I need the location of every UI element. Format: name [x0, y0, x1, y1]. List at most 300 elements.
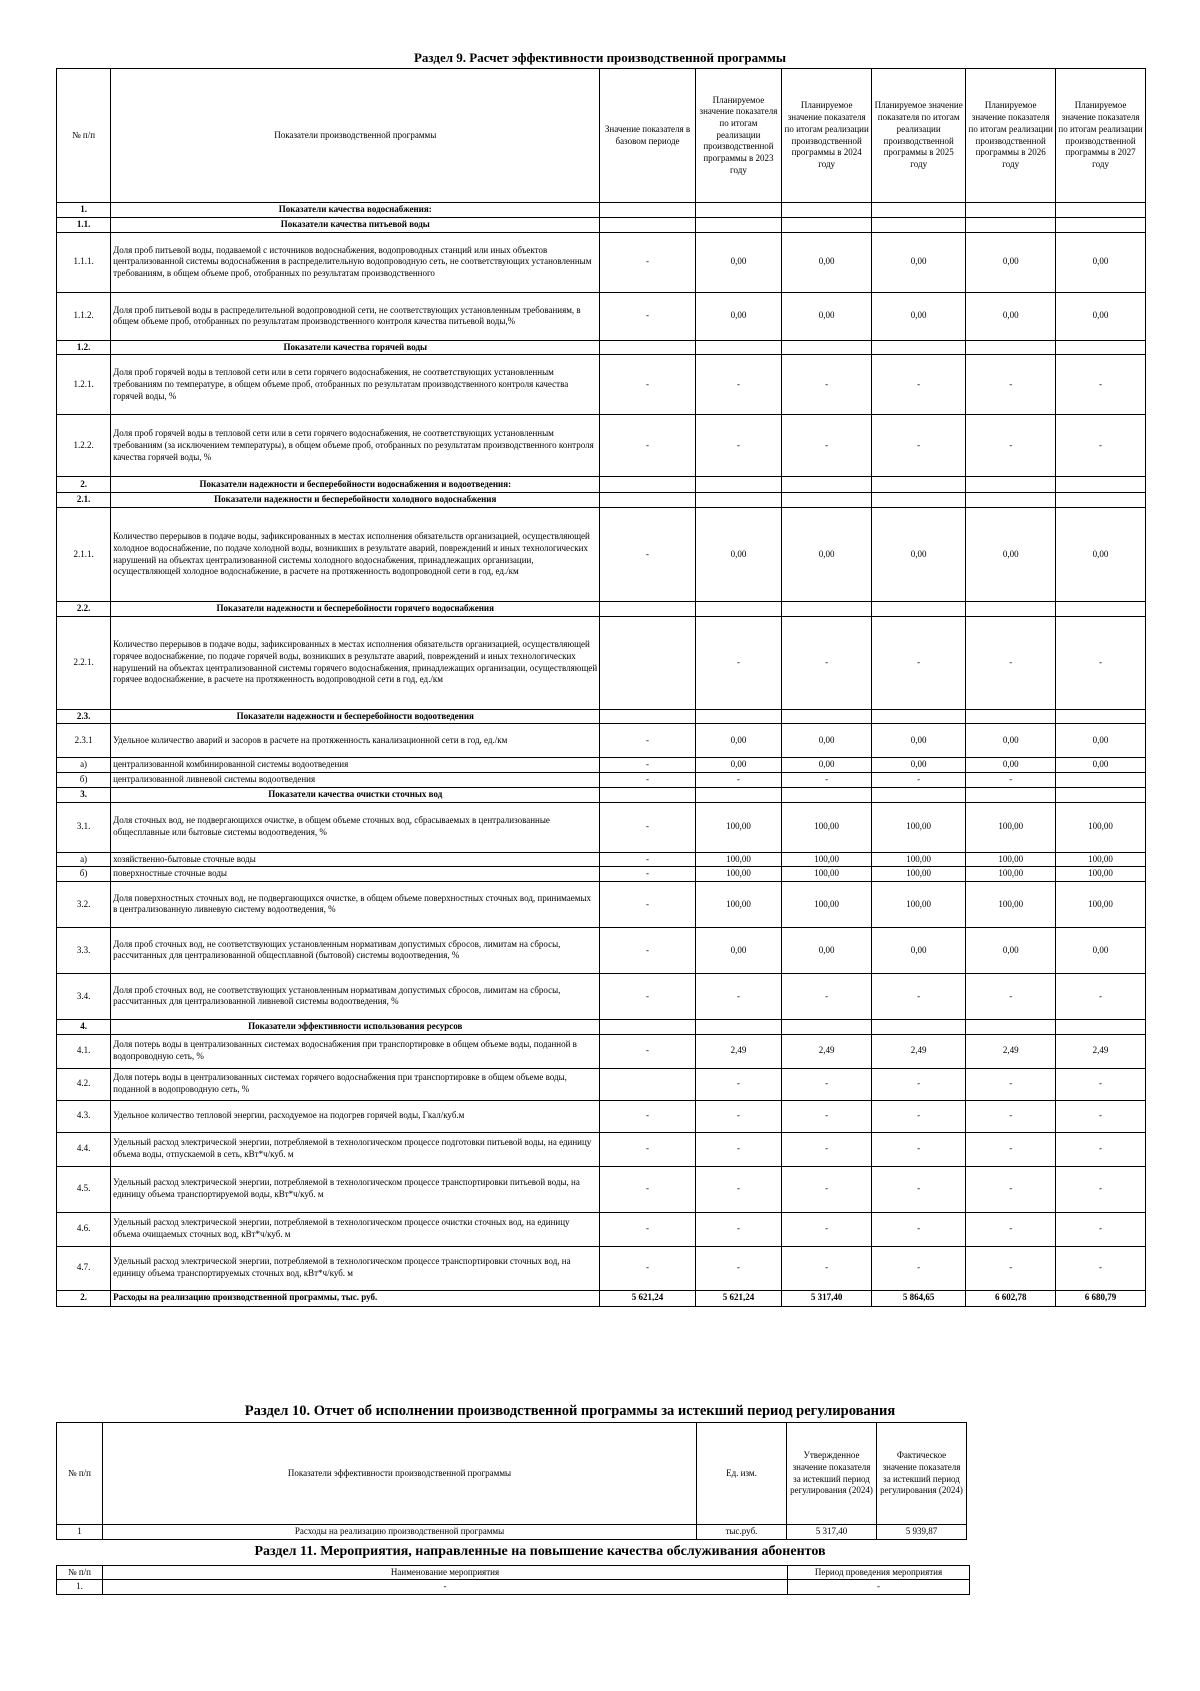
row-number: 1.1.: [57, 218, 111, 233]
row-value: [695, 493, 782, 508]
row-value: -: [600, 355, 695, 415]
row-indicator-name: Доля проб питьевой воды, подаваемой с источников водоснабжения, водопроводных станций или иных объектов централизованной системы водоснабжения в распределительную водопроводную сеть, не соответствующих установленным требованиям, в общем объеме проб, отобранных по результатам производственного: [111, 232, 600, 292]
row-value: [1056, 203, 1146, 218]
row-value: -: [600, 973, 695, 1019]
row-value: 0,00: [1056, 292, 1146, 340]
row-value: 0,00: [782, 292, 872, 340]
row-value: -: [1056, 1212, 1146, 1246]
row-value: [872, 602, 966, 617]
row-value: 100,00: [782, 802, 872, 852]
row-number: 2.2.1.: [57, 616, 111, 709]
row-value: 6 680,79: [1056, 1290, 1146, 1306]
table-row: [57, 881, 1146, 927]
s10-header-actual: Фактическое значение показателя за истекший период регулирования (2024): [877, 1423, 967, 1525]
row-value: 100,00: [872, 802, 966, 852]
row-value: -: [600, 232, 695, 292]
row-value: -: [966, 616, 1056, 709]
row-value: -: [1056, 355, 1146, 415]
row-indicator-name: Доля сточных вод, не подвергающихся очистке, в общем объеме сточных вод, сбрасываемых в централизованные общесплавные или бытовые системы водоотведения, %: [111, 802, 600, 852]
row-value: 100,00: [1056, 881, 1146, 927]
table-row: [57, 787, 1146, 802]
row-value: [872, 203, 966, 218]
row-indicator-name: централизованной ливневой системы водоотведения: [111, 773, 600, 788]
row-value: 0,00: [966, 508, 1056, 602]
row-indicator-name: Удельный расход электрической энергии, потребляемой в технологическом процессе подготовки питьевой воды, на единицу объема воды, отпускаемой в сеть, кВт*ч/куб. м: [111, 1132, 600, 1166]
row-value: 0,00: [695, 927, 782, 973]
row-number: 1.: [57, 203, 111, 218]
row-value: -: [600, 508, 695, 602]
row-value: -: [600, 881, 695, 927]
row-number: а): [57, 758, 111, 773]
row-indicator-name: Показатели надежности и бесперебойности горячего водоснабжения: [111, 602, 600, 617]
row-value: -: [782, 415, 872, 477]
row-value: -: [872, 1166, 966, 1212]
row-value: [600, 787, 695, 802]
row-value: 2,49: [1056, 1034, 1146, 1068]
row-indicator-name: поверхностные сточные воды: [111, 867, 600, 882]
row-value: -: [966, 1212, 1056, 1246]
row-value: [1056, 709, 1146, 724]
header-2023: Планируемое значение показателя по итогам реализации производственной программы в 2023 году: [695, 69, 782, 203]
row-value: [1056, 602, 1146, 617]
row-number: 3.: [57, 787, 111, 802]
s11-header-num: № п/п: [57, 1566, 103, 1580]
row-number: 4.1.: [57, 1034, 111, 1068]
row-value: 0,00: [872, 508, 966, 602]
row-value: -: [600, 1100, 695, 1132]
row-value: [782, 1019, 872, 1034]
row-value: [1056, 477, 1146, 493]
s10-header-unit: Ед. изм.: [697, 1423, 787, 1525]
row-value: 100,00: [782, 881, 872, 927]
row-value: [1056, 493, 1146, 508]
row-number: 1.2.: [57, 340, 111, 355]
row-value: 100,00: [966, 802, 1056, 852]
row-value: [600, 602, 695, 617]
row-number: 3.3.: [57, 927, 111, 973]
row-number: 4.5.: [57, 1166, 111, 1212]
row-value: 100,00: [695, 802, 782, 852]
row-value: -: [600, 1132, 695, 1166]
row-value: [695, 709, 782, 724]
row-value: [600, 493, 695, 508]
table-row: [57, 867, 1146, 882]
row-value: -: [695, 355, 782, 415]
row-value: 100,00: [695, 852, 782, 867]
row-value: -: [1056, 616, 1146, 709]
table-row: [57, 340, 1146, 355]
section11-header-row: [57, 1566, 970, 1580]
row-value: 100,00: [782, 852, 872, 867]
row-value: [872, 340, 966, 355]
s11-row-period: -: [788, 1580, 970, 1594]
section11-table: [56, 1565, 970, 1595]
row-value: [966, 493, 1056, 508]
row-value: -: [600, 292, 695, 340]
section9-header-row: [57, 69, 1146, 203]
row-number: 4.4.: [57, 1132, 111, 1166]
section9-title: Раздел 9. Расчет эффективности производственной программы: [413, 50, 787, 65]
row-value: 0,00: [695, 758, 782, 773]
row-indicator-name: Доля проб горячей воды в тепловой сети или в сети горячего водоснабжения, не соответствующих установленным требованиям по температуре, в общем объеме проб, отобранных по результатам производственного контроля качества горячей воды, %: [111, 355, 600, 415]
row-value: -: [966, 1100, 1056, 1132]
row-value: 0,00: [966, 292, 1056, 340]
row-number: 2.1.1.: [57, 508, 111, 602]
row-value: 0,00: [966, 927, 1056, 973]
row-number: 2.: [57, 1290, 111, 1306]
row-value: 0,00: [695, 292, 782, 340]
row-number: б): [57, 867, 111, 882]
table-row: [57, 1068, 1146, 1100]
table-row: [57, 802, 1146, 852]
row-number: 4.3.: [57, 1100, 111, 1132]
row-value: [1056, 340, 1146, 355]
row-value: [1056, 1019, 1146, 1034]
row-value: -: [600, 802, 695, 852]
row-value: [1056, 218, 1146, 233]
row-value: [782, 477, 872, 493]
row-value: -: [1056, 415, 1146, 477]
row-value: -: [600, 773, 695, 788]
table-row: [57, 1166, 1146, 1212]
row-value: [695, 203, 782, 218]
table-row: [57, 724, 1146, 758]
row-value: 2,49: [695, 1034, 782, 1068]
row-number: 2.: [57, 477, 111, 493]
row-indicator-name: Доля потерь воды в централизованных системах водоснабжения при транспортировке в общем объеме воды, поданной в водопроводную сеть, %: [111, 1034, 600, 1068]
row-value: [872, 709, 966, 724]
row-value: -: [966, 415, 1056, 477]
row-indicator-name: Доля проб питьевой воды в распределительной водопроводной сети, не соответствующих установленным требованиям, в общем объеме проб, отобранных по результатам производственного контроля качества питьевой воды,%: [111, 292, 600, 340]
row-value: 0,00: [1056, 758, 1146, 773]
row-value: 0,00: [1056, 927, 1146, 973]
header-2024: Планируемое значение показателя по итогам реализации производственной программы в 2024 году: [782, 69, 872, 203]
header-2026: Планируемое значение показателя по итогам реализации производственной программы в 2026 году: [966, 69, 1056, 203]
row-value: [600, 340, 695, 355]
row-number: 2.3.: [57, 709, 111, 724]
row-indicator-name: Показатели эффективности использования ресурсов: [111, 1019, 600, 1034]
row-value: 0,00: [1056, 232, 1146, 292]
row-value: -: [872, 1132, 966, 1166]
row-value: -: [872, 773, 966, 788]
row-value: [782, 493, 872, 508]
row-indicator-name: Удельный расход электрической энергии, потребляемой в технологическом процессе очистки сточных вод, на единицу объема очищаемых сточных вод, кВт*ч/куб. м: [111, 1212, 600, 1246]
row-value: -: [695, 415, 782, 477]
s11-header-name: Наименование мероприятия: [103, 1566, 788, 1580]
row-value: [695, 1019, 782, 1034]
row-value: -: [966, 355, 1056, 415]
table-row: [57, 709, 1146, 724]
row-indicator-name: Удельное количество тепловой энергии, расходуемое на подогрев горячей воды, Гкал/куб.м: [111, 1100, 600, 1132]
row-number: 4.7.: [57, 1246, 111, 1290]
row-indicator-name: хозяйственно-бытовые сточные воды: [111, 852, 600, 867]
row-value: 0,00: [782, 758, 872, 773]
row-value: [872, 493, 966, 508]
row-value: [600, 1019, 695, 1034]
row-value: 0,00: [782, 232, 872, 292]
row-value: 100,00: [872, 867, 966, 882]
row-value: [872, 787, 966, 802]
row-value: -: [695, 1132, 782, 1166]
row-value: -: [600, 758, 695, 773]
s11-row-name: -: [103, 1580, 788, 1594]
row-value: [600, 203, 695, 218]
table-row: [57, 1034, 1146, 1068]
s11-header-period: Период проведения мероприятия: [788, 1566, 970, 1580]
row-value: -: [782, 1246, 872, 1290]
section10-header-row: [57, 1423, 967, 1525]
row-value: 100,00: [1056, 852, 1146, 867]
row-value: [966, 203, 1056, 218]
row-value: 2,49: [966, 1034, 1056, 1068]
table-row: [57, 292, 1146, 340]
row-value: -: [782, 1100, 872, 1132]
table-row: [57, 973, 1146, 1019]
row-number: 1.2.2.: [57, 415, 111, 477]
row-value: 0,00: [872, 927, 966, 973]
table-row: [57, 927, 1146, 973]
row-value: -: [782, 1068, 872, 1100]
s10-header-indicator: Показатели эффективности производственной программы: [103, 1423, 697, 1525]
row-value: 0,00: [1056, 724, 1146, 758]
row-value: [695, 340, 782, 355]
table-row: [57, 1290, 1146, 1306]
row-indicator-name: Доля проб сточных вод, не соответствующих установленным нормативам допустимых сбросов, лимитам на сбросы, рассчитанных для централизованной ливневой системы водоотведения, %: [111, 973, 600, 1019]
row-value: -: [600, 1246, 695, 1290]
row-value: [966, 787, 1056, 802]
row-value: [695, 602, 782, 617]
table-row: [57, 758, 1146, 773]
row-value: -: [966, 1068, 1056, 1100]
row-value: 100,00: [966, 852, 1056, 867]
row-value: [600, 1068, 695, 1100]
table-row: [57, 773, 1146, 788]
row-value: [782, 787, 872, 802]
row-value: 0,00: [872, 232, 966, 292]
table-row: [57, 1246, 1146, 1290]
row-value: -: [872, 973, 966, 1019]
row-indicator-name: Показатели качества горячей воды: [111, 340, 600, 355]
row-value: [782, 709, 872, 724]
row-number: 4.2.: [57, 1068, 111, 1100]
s10-row-unit: тыс.руб.: [697, 1525, 787, 1540]
row-value: [695, 218, 782, 233]
row-number: 1.2.1.: [57, 355, 111, 415]
s10-row-actual: 5 939,87: [877, 1525, 967, 1540]
row-value: -: [695, 1212, 782, 1246]
row-number: 2.2.: [57, 602, 111, 617]
row-value: 100,00: [872, 881, 966, 927]
row-value: [782, 602, 872, 617]
section9-body: [57, 203, 1146, 1307]
header-base: Значение показателя в базовом периоде: [600, 69, 695, 203]
row-value: 0,00: [782, 724, 872, 758]
row-indicator-name: Показатели надежности и бесперебойности водоотведения: [111, 709, 600, 724]
row-value: -: [872, 1212, 966, 1246]
row-value: -: [600, 1212, 695, 1246]
row-value: -: [872, 1068, 966, 1100]
row-value: 5 621,24: [600, 1290, 695, 1306]
row-value: -: [695, 1100, 782, 1132]
row-value: -: [872, 355, 966, 415]
row-value: -: [600, 867, 695, 882]
row-number: 2.3.1: [57, 724, 111, 758]
section9-table: [56, 68, 1146, 1307]
row-indicator-name: Доля проб горячей воды в тепловой сети или в сети горячего водоснабжения, не соответствующих установленным требованиям (за исключением температуры), в общем объеме проб, отобранных по результатам производственного контроля качества горячей воды, %: [111, 415, 600, 477]
row-number: 3.4.: [57, 973, 111, 1019]
row-value: [966, 218, 1056, 233]
row-value: [872, 218, 966, 233]
row-value: [872, 477, 966, 493]
table-row: [57, 1212, 1146, 1246]
row-value: 0,00: [782, 927, 872, 973]
table-row: [57, 616, 1146, 709]
row-value: -: [966, 1246, 1056, 1290]
row-value: [600, 616, 695, 709]
row-indicator-name: Доля поверхностных сточных вод, не подвергающихся очистке, в общем объеме поверхностных сточных вод, принимаемых в централизованную ливневую систему водоотведения, %: [111, 881, 600, 927]
row-indicator-name: Показатели надежности и бесперебойности водоснабжения и водоотведения:: [111, 477, 600, 493]
section10-table: [56, 1422, 967, 1540]
row-value: -: [872, 415, 966, 477]
row-value: -: [782, 616, 872, 709]
row-value: 2,49: [872, 1034, 966, 1068]
row-value: -: [966, 773, 1056, 788]
row-value: [966, 340, 1056, 355]
row-value: 0,00: [695, 232, 782, 292]
row-value: [782, 203, 872, 218]
row-value: -: [782, 355, 872, 415]
row-value: -: [782, 773, 872, 788]
row-value: [872, 1019, 966, 1034]
row-value: -: [1056, 1166, 1146, 1212]
row-value: 0,00: [872, 758, 966, 773]
row-value: 100,00: [695, 881, 782, 927]
table-row: [57, 203, 1146, 218]
s10-header-approved: Утвержденное значение показателя за истекший период регулирования (2024): [787, 1423, 877, 1525]
table-row: [57, 508, 1146, 602]
row-value: -: [695, 1246, 782, 1290]
header-num: № п/п: [57, 69, 111, 203]
header-indicator: Показатели производственной программы: [111, 69, 600, 203]
row-number: 1.1.1.: [57, 232, 111, 292]
row-value: -: [782, 1132, 872, 1166]
s10-header-num: № п/п: [57, 1423, 103, 1525]
row-number: а): [57, 852, 111, 867]
row-value: 0,00: [872, 724, 966, 758]
s11-row-num: 1.: [57, 1580, 103, 1594]
row-indicator-name: Показатели надежности и бесперебойности холодного водоснабжения: [111, 493, 600, 508]
row-value: -: [600, 852, 695, 867]
row-value: -: [695, 616, 782, 709]
row-value: [966, 709, 1056, 724]
row-value: -: [1056, 973, 1146, 1019]
table-row: [57, 1100, 1146, 1132]
row-value: -: [966, 973, 1056, 1019]
row-value: [782, 218, 872, 233]
row-number: 4.: [57, 1019, 111, 1034]
row-value: -: [600, 415, 695, 477]
row-indicator-name: Расходы на реализацию производственной программы, тыс. руб.: [111, 1290, 600, 1306]
row-value: -: [600, 927, 695, 973]
header-2025: Планируемое значение показателя по итогам реализации производственной программы в 2025 году: [872, 69, 966, 203]
row-value: -: [872, 616, 966, 709]
row-value: [966, 1019, 1056, 1034]
row-value: 0,00: [966, 758, 1056, 773]
table-row: [57, 218, 1146, 233]
row-value: 0,00: [1056, 508, 1146, 602]
row-value: [600, 709, 695, 724]
row-value: -: [1056, 1246, 1146, 1290]
row-value: [1056, 787, 1146, 802]
row-indicator-name: Показатели качества питьевой воды: [111, 218, 600, 233]
row-value: 2,49: [782, 1034, 872, 1068]
row-value: [695, 787, 782, 802]
row-value: [600, 218, 695, 233]
row-value: -: [782, 1212, 872, 1246]
row-value: -: [1056, 1132, 1146, 1166]
row-number: 1.1.2.: [57, 292, 111, 340]
row-value: -: [695, 1166, 782, 1212]
row-value: [782, 340, 872, 355]
row-value: [1056, 773, 1146, 788]
row-value: 100,00: [1056, 867, 1146, 882]
row-value: 0,00: [966, 232, 1056, 292]
row-value: -: [872, 1246, 966, 1290]
row-value: 100,00: [782, 867, 872, 882]
row-indicator-name: Количество перерывов в подаче воды, зафиксированных в местах исполнения обязательств организацией, осуществляющей холодное водоснабжение, по подаче холодной воды, возникших в результате аварий, повреждений и иных технологических нарушений на объектах централизованной системы холодного водоснабжения, принадлежащих организации, осуществляющей холодное водоснабжение, в расчете на протяженность водопроводной сети в год, ед./км: [111, 508, 600, 602]
table-row: [57, 493, 1146, 508]
row-indicator-name: Показатели качества водоснабжения:: [111, 203, 600, 218]
s10-row-name: Расходы на реализацию производственной программы: [103, 1525, 697, 1540]
row-indicator-name: Удельный расход электрической энергии, потребляемой в технологическом процессе транспортировки питьевой воды, на единицу объема транспортируемой воды, кВт*ч/куб. м: [111, 1166, 600, 1212]
table-row: [57, 355, 1146, 415]
row-value: 6 602,78: [966, 1290, 1056, 1306]
row-value: 5 317,40: [782, 1290, 872, 1306]
row-value: [695, 477, 782, 493]
row-value: [966, 477, 1056, 493]
row-value: -: [966, 1166, 1056, 1212]
row-value: [600, 477, 695, 493]
row-value: -: [966, 1132, 1056, 1166]
row-value: 100,00: [966, 881, 1056, 927]
table-row: [57, 602, 1146, 617]
s10-row-num: 1: [57, 1525, 103, 1540]
table-row: [57, 477, 1146, 493]
table-row: [57, 852, 1146, 867]
row-value: 100,00: [966, 867, 1056, 882]
row-number: 3.2.: [57, 881, 111, 927]
row-value: -: [695, 973, 782, 1019]
row-indicator-name: Доля потерь воды в централизованных системах горячего водоснабжения при транспортировке в общем объеме воды, поданной в водопроводную сеть, %: [111, 1068, 600, 1100]
table-row: [57, 1580, 970, 1594]
row-value: -: [600, 1034, 695, 1068]
row-value: -: [695, 773, 782, 788]
row-value: 0,00: [782, 508, 872, 602]
row-value: 100,00: [1056, 802, 1146, 852]
table-row: [57, 1525, 967, 1540]
row-value: -: [872, 1100, 966, 1132]
row-value: 0,00: [872, 292, 966, 340]
row-indicator-name: централизованной комбинированной системы водоотведения: [111, 758, 600, 773]
row-indicator-name: Доля проб сточных вод, не соответствующих установленным нормативам допустимых сбросов, лимитам на сбросы, рассчитанных для централизованной общесплавной (бытовой) системы водоотведения, %: [111, 927, 600, 973]
row-number: б): [57, 773, 111, 788]
row-number: 2.1.: [57, 493, 111, 508]
row-value: -: [782, 973, 872, 1019]
row-value: -: [782, 1166, 872, 1212]
row-indicator-name: Удельное количество аварий и засоров в расчете на протяженность канализационной сети в год, ед./км: [111, 724, 600, 758]
row-value: -: [1056, 1068, 1146, 1100]
header-2027: Планируемое значение показателя по итогам реализации производственной программы в 2027 году: [1056, 69, 1146, 203]
